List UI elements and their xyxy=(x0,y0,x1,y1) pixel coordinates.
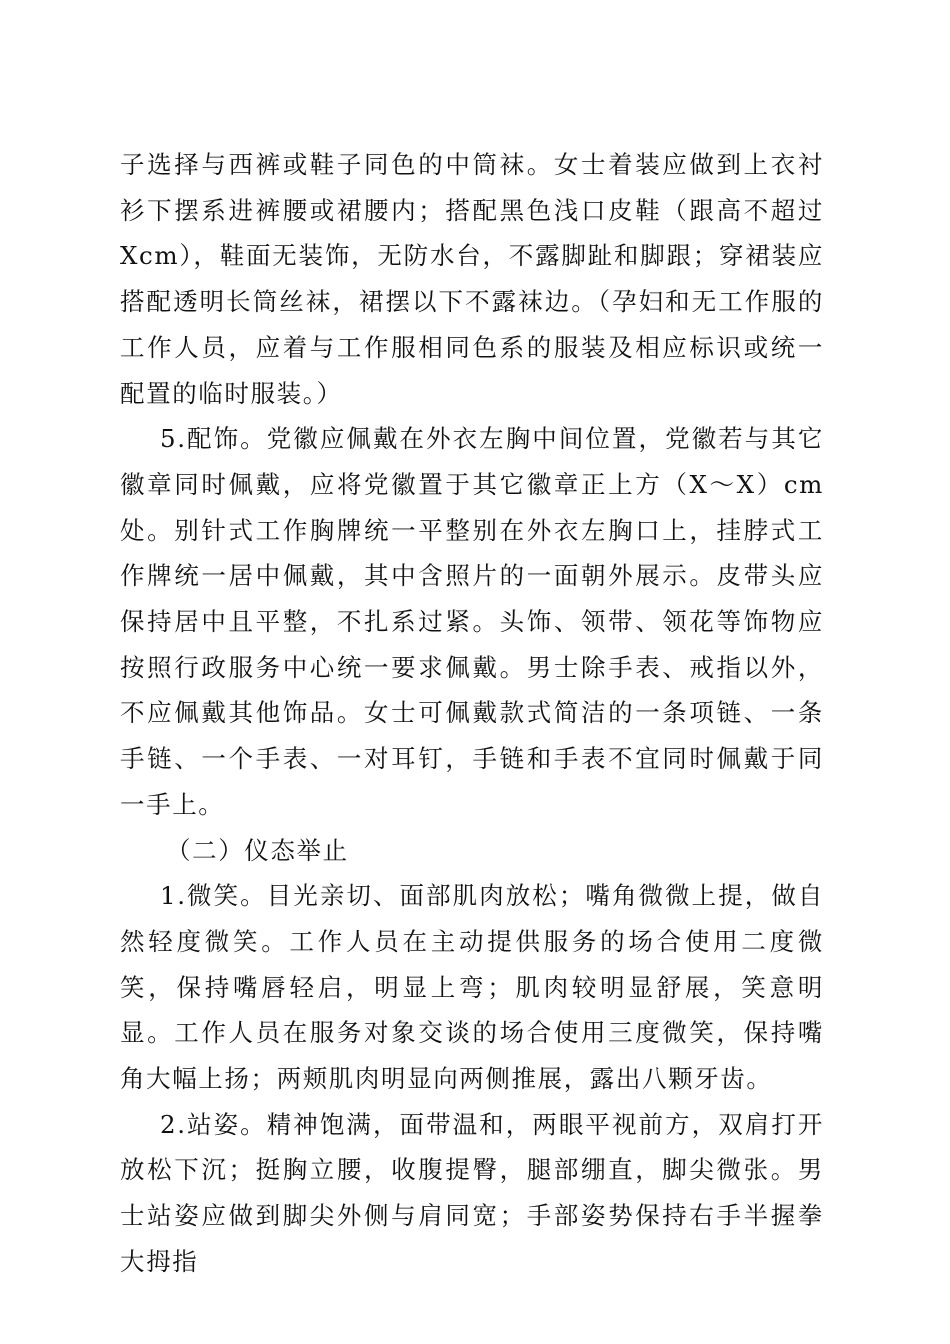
paragraph-accessories: 5.配饰。党徽应佩戴在外衣左胸中间位置，党徽若与其它徽章同时佩戴，应将党徽置于其它徽章正上方（X～X）cm处。别针式工作胸牌统一平整别在外衣左胸口上，挂脖式工作牌统一居中佩戴，其中含照片的一面朝外展示。皮带头应保持居中且平整，不扎系过紧。头饰、领带、领花等饰物应按照行政服务中心统一要求佩戴。男士除手表、戒指以外，不应佩戴其他饰品。女士可佩戴款式简洁的一条项链、一条手链、一个手表、一对耳钉，手链和手表不宜同时佩戴于同一手上。 xyxy=(120,424,824,819)
paragraph-smile: 1.微笑。目光亲切、面部肌肉放松；嘴角微微上提，做自然轻度微笑。工作人员在主动提供服务的场合使用二度微笑，保持嘴唇轻启，明显上弯；肌肉较明显舒展，笑意明显。工作人员在服务对象交谈的场合使用三度微笑，保持嘴角大幅上扬；两颊肌肉明显向两侧推展，露出八颗牙齿。 xyxy=(120,881,824,1094)
paragraph-attire-continued: 子选择与西裤或鞋子同色的中筒袜。女士着装应做到上衣衬衫下摆系进裤腰或裙腰内；搭配黑色浅口皮鞋（跟高不超过Xcm），鞋面无装饰，无防水台，不露脚趾和脚跟；穿裙装应搭配透明长筒丝袜，裙摆以下不露袜边。（孕妇和无工作服的工作人员，应着与工作服相同色系的服装及相应标识或统一配置的临时服装。） xyxy=(120,150,824,408)
paragraph-standing-posture: 2.站姿。精神饱满，面带温和，两眼平视前方，双肩打开放松下沉；挺胸立腰，收腹提臀，腿部绷直，脚尖微张。男士站姿应做到脚尖外侧与肩同宽；手部姿势保持右手半握拳大拇指 xyxy=(120,1109,824,1276)
document-body xyxy=(120,142,824,1285)
section-heading-demeanor: （二）仪态举止 xyxy=(166,835,349,865)
